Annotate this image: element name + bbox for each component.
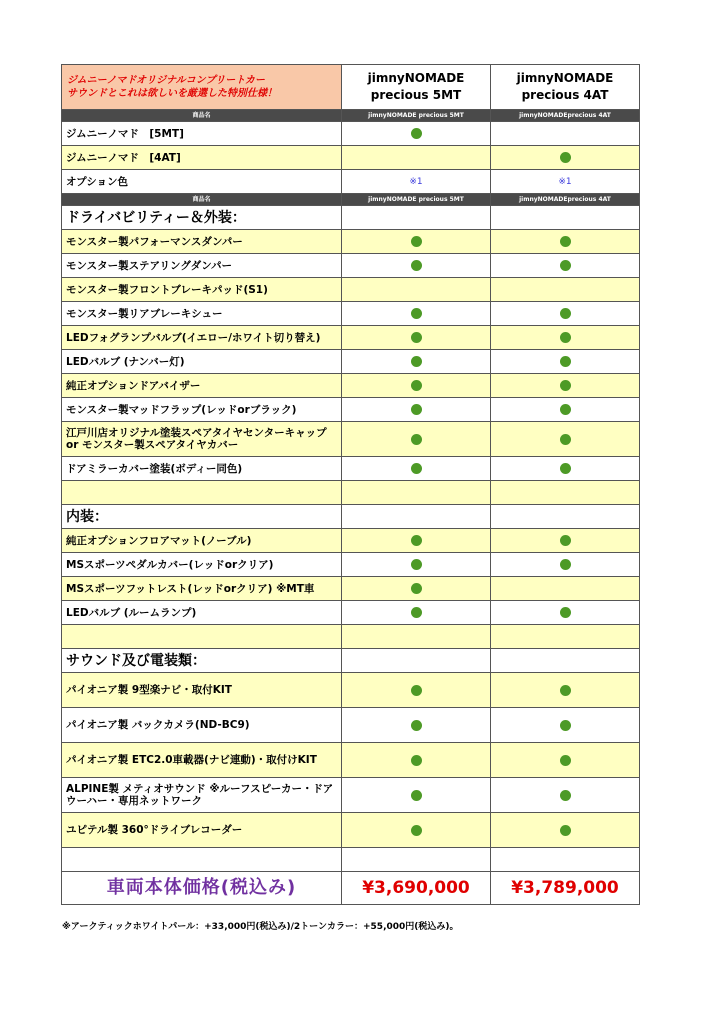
spec-sheet bbox=[61, 64, 639, 905]
spec-table bbox=[61, 64, 640, 905]
item-label: 純正オプションフロアマット(ノーブル) bbox=[62, 529, 342, 553]
table-row bbox=[62, 374, 640, 398]
section-row bbox=[62, 505, 640, 529]
included-dot-icon bbox=[560, 260, 571, 271]
included-dot-icon bbox=[411, 332, 422, 343]
included-dot-icon bbox=[411, 790, 422, 801]
table-row bbox=[62, 170, 640, 194]
included-dot-icon bbox=[411, 583, 422, 594]
empty-cell bbox=[491, 206, 640, 230]
cell-5mt bbox=[342, 374, 491, 398]
price-row bbox=[62, 872, 640, 905]
cell-5mt bbox=[342, 813, 491, 848]
cell-5mt bbox=[342, 673, 491, 708]
included-dot-icon bbox=[560, 535, 571, 546]
item-label: モンスター製フロントブレーキパッド(S1) bbox=[62, 278, 342, 302]
subheader-row bbox=[62, 194, 640, 206]
empty-cell bbox=[62, 481, 342, 505]
table-row bbox=[62, 350, 640, 374]
cell-4at bbox=[491, 170, 640, 194]
cell-4at bbox=[491, 778, 640, 813]
cell-4at bbox=[491, 673, 640, 708]
table-row bbox=[62, 278, 640, 302]
item-label: オプション色 bbox=[62, 170, 342, 194]
empty-cell bbox=[62, 848, 342, 872]
included-dot-icon bbox=[411, 755, 422, 766]
table-row bbox=[62, 529, 640, 553]
cell-4at bbox=[491, 302, 640, 326]
empty-cell bbox=[491, 848, 640, 872]
cell-5mt bbox=[342, 326, 491, 350]
item-label: ジムニーノマド [5MT] bbox=[62, 122, 342, 146]
empty-cell bbox=[62, 625, 342, 649]
cell-4at bbox=[491, 422, 640, 457]
cell-4at bbox=[491, 230, 640, 254]
footnote: ※アークティックホワイトパール：+33,000円(税込み)/2トーンカラー：+55,000円(税込み)。 bbox=[62, 922, 459, 932]
table-row bbox=[62, 230, 640, 254]
cell-4at bbox=[491, 350, 640, 374]
item-label: モンスター製パフォーマンスダンパー bbox=[62, 230, 342, 254]
included-dot-icon bbox=[411, 463, 422, 474]
section-title: サウンド及び電装類： bbox=[62, 649, 342, 673]
empty-cell bbox=[342, 625, 491, 649]
cell-5mt bbox=[342, 553, 491, 577]
cell-5mt bbox=[342, 743, 491, 778]
table-row bbox=[62, 457, 640, 481]
empty-cell bbox=[491, 505, 640, 529]
included-dot-icon bbox=[411, 380, 422, 391]
cell-4at bbox=[491, 601, 640, 625]
table-row bbox=[62, 553, 640, 577]
table-row bbox=[62, 708, 640, 743]
option-color-note: ※1 bbox=[409, 177, 423, 187]
empty-cell bbox=[491, 481, 640, 505]
item-label: 純正オプションドアバイザー bbox=[62, 374, 342, 398]
included-dot-icon bbox=[411, 128, 422, 139]
empty-cell bbox=[342, 206, 491, 230]
included-dot-icon bbox=[411, 434, 422, 445]
cell-4at bbox=[491, 743, 640, 778]
option-color-note: ※1 bbox=[558, 177, 572, 187]
included-dot-icon bbox=[560, 152, 571, 163]
subheader-col-4at: jimnyNOMADEprecious 4AT bbox=[491, 110, 640, 122]
included-dot-icon bbox=[560, 380, 571, 391]
included-dot-icon bbox=[560, 755, 571, 766]
subheader-col-4at: jimnyNOMADEprecious 4AT bbox=[491, 194, 640, 206]
included-dot-icon bbox=[560, 356, 571, 367]
subheader-col-5mt: jimnyNOMADE precious 5MT bbox=[342, 194, 491, 206]
table-row bbox=[62, 254, 640, 278]
included-dot-icon bbox=[560, 825, 571, 836]
section-title: 内装： bbox=[62, 505, 342, 529]
section-title: ドライバビリティー＆外装： bbox=[62, 206, 342, 230]
table-row bbox=[62, 122, 640, 146]
cell-4at bbox=[491, 398, 640, 422]
cell-5mt bbox=[342, 577, 491, 601]
header-col1-line2: precious 5MT bbox=[370, 88, 462, 102]
item-label: ドアミラーカバー塗装(ボディー同色) bbox=[62, 457, 342, 481]
included-dot-icon bbox=[560, 559, 571, 570]
blank-row bbox=[62, 848, 640, 872]
price-5mt: ¥3,690,000 bbox=[342, 872, 491, 905]
cell-5mt bbox=[342, 146, 491, 170]
included-dot-icon bbox=[560, 434, 571, 445]
included-dot-icon bbox=[560, 607, 571, 618]
table-row bbox=[62, 813, 640, 848]
item-label: LEDバルブ (ルームランプ) bbox=[62, 601, 342, 625]
header-col-4at bbox=[491, 65, 640, 110]
blank-row bbox=[62, 625, 640, 649]
included-dot-icon bbox=[411, 356, 422, 367]
included-dot-icon bbox=[560, 236, 571, 247]
header-row bbox=[62, 65, 640, 110]
included-dot-icon bbox=[560, 463, 571, 474]
cell-5mt bbox=[342, 529, 491, 553]
included-dot-icon bbox=[411, 825, 422, 836]
cell-5mt bbox=[342, 122, 491, 146]
price-4at: ¥3,789,000 bbox=[491, 872, 640, 905]
empty-cell bbox=[491, 649, 640, 673]
cell-5mt bbox=[342, 708, 491, 743]
subheader-product-label: 商品名 bbox=[62, 110, 342, 122]
cell-5mt bbox=[342, 254, 491, 278]
item-label: モンスター製ステアリングダンパー bbox=[62, 254, 342, 278]
cell-4at bbox=[491, 529, 640, 553]
subheader-product-label: 商品名 bbox=[62, 194, 342, 206]
cell-5mt bbox=[342, 398, 491, 422]
item-label: パイオニア製 バックカメラ(ND-BC9) bbox=[62, 708, 342, 743]
header-col2-line2: precious 4AT bbox=[521, 88, 609, 102]
cell-5mt bbox=[342, 278, 491, 302]
included-dot-icon bbox=[411, 607, 422, 618]
cell-5mt bbox=[342, 302, 491, 326]
empty-cell bbox=[342, 649, 491, 673]
header-col-5mt bbox=[342, 65, 491, 110]
item-label: ジムニーノマド [4AT] bbox=[62, 146, 342, 170]
table-row bbox=[62, 778, 640, 813]
cell-5mt bbox=[342, 778, 491, 813]
table-row bbox=[62, 577, 640, 601]
item-label: MSスポーツフットレスト(レッドorクリア) ※MT車 bbox=[62, 577, 342, 601]
cell-4at bbox=[491, 278, 640, 302]
included-dot-icon bbox=[411, 260, 422, 271]
empty-cell bbox=[342, 481, 491, 505]
item-label: ユピテル製 360°ドライブレコーダー bbox=[62, 813, 342, 848]
table-row bbox=[62, 601, 640, 625]
cell-5mt bbox=[342, 601, 491, 625]
header-title-line1: ジムニーノマドオリジナルコンプリートカー bbox=[67, 75, 265, 86]
subheader-col-5mt: jimnyNOMADE precious 5MT bbox=[342, 110, 491, 122]
item-label: MSスポーツペダルカバー(レッドorクリア) bbox=[62, 553, 342, 577]
item-label: モンスター製マッドフラップ(レッドorブラック) bbox=[62, 398, 342, 422]
cell-5mt bbox=[342, 422, 491, 457]
item-label: LEDバルブ (ナンバー灯) bbox=[62, 350, 342, 374]
header-col2-line1: jimnyNOMADE bbox=[516, 71, 614, 85]
price-label: 車両本体価格(税込み) bbox=[62, 872, 342, 905]
cell-4at bbox=[491, 374, 640, 398]
table-row bbox=[62, 398, 640, 422]
included-dot-icon bbox=[411, 404, 422, 415]
included-dot-icon bbox=[560, 720, 571, 731]
included-dot-icon bbox=[560, 308, 571, 319]
empty-cell bbox=[342, 505, 491, 529]
header-col1-line1: jimnyNOMADE bbox=[367, 71, 465, 85]
cell-4at bbox=[491, 122, 640, 146]
empty-cell bbox=[342, 848, 491, 872]
cell-4at bbox=[491, 708, 640, 743]
section-row bbox=[62, 649, 640, 673]
item-label: パイオニア製 9型楽ナビ・取付KIT bbox=[62, 673, 342, 708]
included-dot-icon bbox=[411, 720, 422, 731]
included-dot-icon bbox=[411, 559, 422, 570]
cell-5mt bbox=[342, 230, 491, 254]
header-title-line2: サウンドとこれは欲しいを厳選した特別仕様！ bbox=[67, 88, 277, 99]
included-dot-icon bbox=[560, 332, 571, 343]
included-dot-icon bbox=[411, 308, 422, 319]
included-dot-icon bbox=[411, 685, 422, 696]
section-row bbox=[62, 206, 640, 230]
included-dot-icon bbox=[560, 404, 571, 415]
empty-cell bbox=[491, 625, 640, 649]
table-row bbox=[62, 326, 640, 350]
included-dot-icon bbox=[560, 790, 571, 801]
included-dot-icon bbox=[411, 236, 422, 247]
cell-4at bbox=[491, 553, 640, 577]
item-label: LEDフォグランプバルブ(イエロー/ホワイト切り替え) bbox=[62, 326, 342, 350]
table-row bbox=[62, 146, 640, 170]
table-row bbox=[62, 302, 640, 326]
table-row bbox=[62, 673, 640, 708]
cell-4at bbox=[491, 326, 640, 350]
cell-4at bbox=[491, 813, 640, 848]
item-label: ALPINE製 メティオサウンド ※ルーフスピーカー・ドアウーハー・専用ネットワーク bbox=[62, 778, 342, 813]
cell-5mt bbox=[342, 350, 491, 374]
item-label: 江戸川店オリジナル塗装スペアタイヤセンターキャップ or モンスター製スペアタイヤカバー bbox=[62, 422, 342, 457]
cell-4at bbox=[491, 146, 640, 170]
table-row bbox=[62, 422, 640, 457]
included-dot-icon bbox=[560, 685, 571, 696]
table-row bbox=[62, 743, 640, 778]
item-label: モンスター製リアブレーキシュー bbox=[62, 302, 342, 326]
cell-4at bbox=[491, 457, 640, 481]
blank-row bbox=[62, 481, 640, 505]
cell-5mt bbox=[342, 457, 491, 481]
subheader-row bbox=[62, 110, 640, 122]
item-label: パイオニア製 ETC2.0車載器(ナビ連動)・取付けKIT bbox=[62, 743, 342, 778]
header-title bbox=[62, 65, 342, 110]
cell-4at bbox=[491, 254, 640, 278]
included-dot-icon bbox=[411, 535, 422, 546]
cell-5mt bbox=[342, 170, 491, 194]
cell-4at bbox=[491, 577, 640, 601]
